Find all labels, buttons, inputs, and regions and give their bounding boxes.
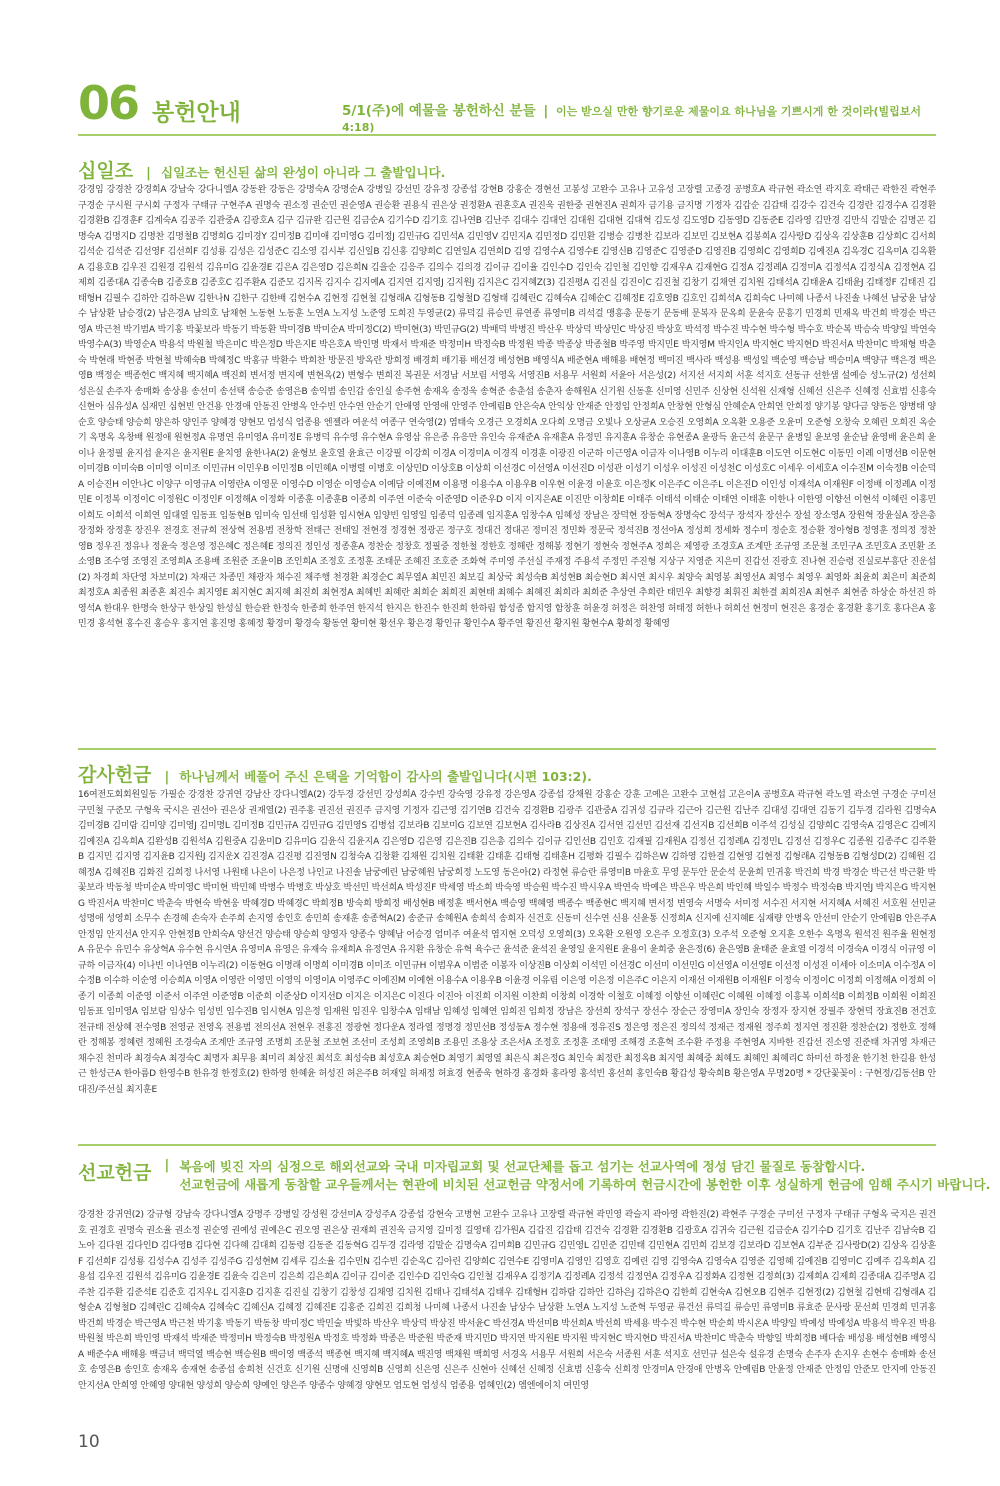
mission-description-line-2: 선교헌금에 새롭게 동참할 교우들께서는 현관에 비치된 선교헌금 약정서에 기록하여 헌금시간에 봉헌한 이후 성실하게 헌금에 임해 주시기 바랍니다. — [179, 1177, 991, 1192]
mission-separator: | — [164, 1158, 170, 1173]
tithe-title: 십일조 — [78, 160, 134, 182]
mission-description-line-1: 복음에 빚진 자의 심정으로 해외선교와 국내 미자립교회 및 선교단체를 돕고 섬기는 선교사역에 정성 담긴 물질로 동참합시다. — [179, 1159, 866, 1174]
tithe-description: 십일조는 헌신된 삶의 완성이 아니라 그 출발입니다. — [161, 165, 446, 180]
tithe-section-header — [78, 156, 445, 183]
thanks-description: 하나님께서 베풀어 주신 은택을 기억함이 감사의 출발입니다(시편 103:2). — [179, 769, 592, 784]
mission-title: 선교헌금 — [78, 1162, 152, 1184]
thanks-title: 감사헌금 — [78, 764, 152, 786]
thanks-section-header — [78, 760, 592, 787]
tithe-names: 강경임 강경찬 강경희A 강남숙 강다니엘A 강동완 강동은 강명숙A 강명순A 강병일 강선민 강유정 강종섭 강현B 강홍순 경현선 고봉성 고완수 고유나 고유성 고장렬 고종경 공병호A 곽규현 곽소연 곽지호 곽태근 곽한진 곽현주 구경순 구시원 구시회 구정자 구태규 구현주A 권명숙 권소정 권순민 권순영A 권승환 권용식 권은상 권정환A 권혼호A 권진욱 권한중 권현진A 권희자 금기용 금지명 기정자 김갑순 김갑태 김강수 김건숙 김경란 김경수A 김경환 김경환B 김경훈F 김계숙A 김공주 김관중A 김광호A 김구 김규완 김근원 김금순A 김기수D 김기호 김나연B 김난주 김대수 김대언 김대원 김대현 김대혁 김도성 김도영D 김동영D 김동준E 김라영 김만경 김만식 김말순 김명곤 김명숙A 김명지D 김명찬 김명철B 김명희G 김미경Y 김미정B 김미애 김미영G 김미정J 김민규G 김민석A 김민영V 김민지A 김민정D 김민환 김병승 김병찬 김보라 김보민 김보현A 김봉희A 김사랑D 김상옥 김상훈B 김상희C 김서희 김석순 김석준 김선영F 김선희F 김성룡 김성은 김성준C 김소영 김시부 김신일B 김신홍 김양희C 김연일A 김연희D 김영 김영수A 김영수E 김영신B 김영준C 김영준D 김영진B 김영희C 김영희D 김예진A 김옥경C 김옥미A 김옥환A 김용호B 김우진 김원경 김원석 김유미G 김윤경E 김은A 김은영D 김은희N 김을순 김응주 김의수 김의경 김이규 김이율 김인수D 김인숙 김인철 김인향 김재우A 김재현G 김정A 김정례A 김정미A 김정석A 김정식A 김정현A 김제희 김종대A 김종숙B 김종호B 김종호C 김주환A 김준모 김지목 김지수 김지예A 김지연 김지영J 김지원J 김지은C 김지혜Z(3) 김진평A 김진실 김진이C 김진철 김창기 김채연 김치원 김태석A 김태윤A 김태윤J 김태정F 김태진 김태형H 김필수 김하안 김하은W 김한나N 김한구 김한배 김현수A 김현정 김현철 김형래A 김형동B 김형철D 김형태 김혜린C 김혜숙A 김혜순C 김혜정E 김호영B 김호인 김희석A 김희숙C 나미혜 나종서 나진솔 나혜선 남궁윤 남상수 남상환 남승경(2) 남은경A 남의호 남채현 노동현 노동훈 노연A 노지성 노준영 도희진 두영균(2) 류덕길 류승민 류연종 류영미B 리석걸 맹흥총 문동기 문동배 문복자 문옥희 문윤숙 문흥기 민경희 민재옥 박건희 박경순 박근영A 박근천 박기범A 박기홍 박꽃보라 박동기 박동환 박미경B 박미순A 박미정C(2) 박미현(3) 박민규G(2) 박배덕 박병진 박산우 박상덕 박상민C 박상진 박상호 박석정 박수진 박수현 박수형 박수호 박순복 박승숙 박양일 박연숙 박영수A(3) 박영순A 박용석 박원철 박은미C 박은정D 박은지E 박은호A 박인명 박재서 박재준 박정미H 박정숙B 박정원 박종 박종상 박종철B 박주영 박지민E 박지영M 박지인A 박지현C 박지현D 박진서A 박찬미C 박채형 박춘숙 박현래 박현종 박현철 박혜숙B 박혜정C 박홍규 박환수 박희찬 방문진 방옥란 방희정 배경희 배기룡 배선경 배성현B 배영식A 배준현A 배해용 배현정 백미진 백사라 백성용 백성일 백순영 백승남 백승미A 백양규 백은경 백은영B 백정순 백종헌C 백지혜 백지혜A 백진희 변서정 변지예 변현옥(2) 변형수 변희진 복권문 서경남 서보림 서영옥 서영진B 서용무 서원희 서윤아 서은성(2) 서지선 서지희 서훈 석지호 선동규 선한샘 설예승 성노규(2) 성선희 성은실 손주자 송매화 송상용 송선미 송선택 송승준 송영은B 송익범 송인갑 송인실 송주현 송재옥 송정욱 송혁준 송춘섭 송춘자 송해원A 신기원 신동훈 신미영 신민주 신상현 신석원 신재형 신혜선 신은주 신혜정 신효범 신흥숙 신현아 심유성A 심재민 심현빈 안건용 안경애 안동진 안병옥 안수빈 안수연 안순기 안애영 안영애 안영주 안예림B 안은숙A 안익상 안재준 안정임 안정희A 안창현 안형심 안혜순A 안희연 안희정 양기봉 양다금 양동은 양병태 양순호 양승태 양승희 양은하 양인주 양혜경 양현모 엄성식 엄종용 엔젤라 여운석 여종구 연숙영(2) 염태숙 오경근 오경희A 오다희 오명금 오빛나 오상균A 오승진 오영희A 오옥환 오용준 오윤미 오준형 오창숙 오혜린 오희진 옥순기 옥명옥 옥창배 원정애 원현정A 유명연 유미영A 유미정E 유병덕 유수영 유수현A 유영삼 유은종 유응만 유인숙 유재준A 유재훈A 유정민 유지훈A 유창순 유현종A 윤광득 윤근석 윤문구 윤병일 윤보영 윤순남 윤영배 윤은희 윤이나 윤정필 윤지섭 윤지은 윤지원E 윤치영 윤한나A(2) 윤형보 윤호열 윤효근 이강필 이강희 이경A 이경미A 이경직 이경훈 이광진 이군하 이근영A 이금자 이나영B 이누리 이대훈B 이도연 이도현C 이동민 이례 이명선B 이문현 이미경B 이미숙B 이미영 이미조 이민규H 이민우B 이민정B 이민혜A 이병렬 이병호 이상민D 이상호B 이상희 이선경C 이선영A 이선진D 이성관 이성기 이성우 이성진 이성천C 이성호C 이세우 이세호A 이수진M 이숙정B 이순덕A 이승진H 이안나C 이양구 이영규A 이영란A 이영문 이영수D 이영순 이영승A 이예담 이예진M 이용명 이용수A 이용우B 이우현 이윤경 이윤호 이은정K 이은주C 이은주L 이은진D 이인성 이재석A 이재원F 이정배 이정례A 이정민E 이정복 이정이C 이정원C 이정인F 이정해A 이정화 이종훈 이종훈B 이종희 이주연 이준숙 이준영D 이준우D 이지 이지은AE 이진만 이창희E 이태주 이태석 이태순 이태연 이태훈 이한나 이한영 이향선 이현석 이혜린 이홍민 이희도 이희석 이희연 임대열 임동표 임동현B 임미숙 임선태 임성환 임시현A 임양빈 임영일 임종덕 임종례 임지훈A 임창수A 임혜성 장남은 장덕현 장동혁A 장명숙C 장석구 장석자 장선수 장설 장소영A 장원혁 장윤실A 장은총 장정화 장정훈 장진우 전경호 전규희 전상혁 전용범 전창학 전태근 전태일 전현경 정경현 정광곤 정구호 정대건 정대곤 정미진 정민화 정문국 정석진B 정선아A 정성희 정세화 정수미 정순호 정승환 정아형B 정영훈 정의정 정찬영B 정우진 정유나 정윤숙 정은영 정은혜C 정은혜E 정의진 정인성 정종훈A 정찬순 정창호 정필중 정한철 정한호 정해란 정해봉 정현기 정현숙 정현주A 정희은 제영광 조경호A 조계만 조규영 조문철 조민구A 조민호A 조민환 조소영B 조수영 조영진 조영희A 조용배 조원준 조윤이B 조인희A 조정호 조정훈 조태문 조혜진 조호준 조화혁 주미영 주선실 주재정 주용석 주정민 주진형 지상구 지영준 지은미 진갑선 진광호 진나현 진승령 진실로부흥단 진운섭(2) 차경희 차단영 차보미(2) 차재근 차종민 채광자 채수진 채주행 천경환 최경순C 최무열A 최민진 최보길 최상국 최성숙B 최성현B 최승현D 최시연 최시우 최양숙 최영봉 최영선A 최영수 최영우 최영화 최윤희 최은미 최준희 최정호A 최종원 최종혼 최진수 최지영E 최지현C 최지혜 최진희 최현정A 최혜빈 최혜란 최희순 최희진 최현태 최혜수 최혜진 최희라 최희준 추상연 추희란 태민우 최향경 최휘진 최한결 최희진A 최현주 최현종 하상순 하선진 하영석A 한대우 한명숙 한상구 한상일 한성실 한승완 한정숙 한종희 한주연 한지석 한지은 한진수 한진희 한하림 함성종 함지영 함창훈 허윤경 허정은 허찬영 허태정 허한나 허희선 현정미 현진은 홍경순 홍경환 홍기호 홍다은A 홍민경 홍석현 홍수진 홍승우 홍지연 홍진명 홍혜정 황경미 황경숙 황동연 황미현 황선우 황은경 황인규 황인수A 황주연 황진선 황지원 황현수A 황희정 황혜영 — [78, 185, 936, 629]
section-number: 06 — [78, 76, 139, 130]
thanks-separator: | — [164, 770, 170, 785]
thanks-names: 16여전도회회원일동 가필순 강경찬 강귀연 강남산 강다니엘A(2) 강두경 강선민 강성희A 강수빈 강숙영 강유정 강은영A 강종섭 강채원 강홍순 강훈 고예은 고완수 고현섭 고은이A 공병호A 곽규현 곽노열 곽소연 구경순 구미선 구민철 구준모 구형욱 국시은 권선아 권은상 권재열(2) 권주홍 권진선 권진주 금지영 기정자 김근영 김기연B 김건숙 김경환B 김광주 김관중A 김귀성 김규라 김근아 김근원 김난주 김대성 김대연 김동기 김두경 김라원 김명숙A 김미경B 김미람 김미양 김미영J 김미명L 김미정B 김민규A 김민규G 김민영S 김병섭 김보라B 김보미G 김보연 김보현A 김사라B 김상진A 김서연 김선민 김선재 김선지B 김선희B 이주석 김성실 김양희C 김영숙A 김영은C 김예지 김예진A 김옥희A 김완성B 김원석A 김원중A 김윤미D 김유미G 김윤식 김윤지A 김은영D 김은영 김은진B 김은총 김의수 김이규 김인선B 김인호 김재필 김재원A 김정선 김정례A 김정민L 김정선 김정우C 김종원 김종주C 김주환B 김지민 김지영 김지윤B 김지원J 김지운X 김진경A 김진평 김진영N 김청숙A 김창환 김채원 김치원 김태환 김태훈 김태형 김태훈H 김평화 김필수 김하은W 김하영 김한결 김현영 김현정 김형래A 김형동B 김형성D(2) 김혜원 김혜정A 김혜진B 김화진 김희정 나서영 나원태 나은이 나은정 나인교 나진솔 남궁예린 남궁혜원 남궁희정 노도영 동은아(2) 라정현 류승란 류영미B 마윤호 무영 문두안 문순석 문윤희 민귀홍 박건희 박경 박경순 박근선 박근환 박꽃보라 박동청 박미순A 박미영C 박미현 박민혜 박병수 박병호 박상호 박선민 박선희A 박성진F 박세영 박소희 박숙영 박승원 박수진 박시우A 박연숙 박예은 박은우 박은희 박인혜 박일수 박정수 박정숙B 박지연J 박지은G 박지현G 박진서A 박찬미C 박춘숙 박현숙 박현웅 박혜경D 박혜경C 박희정B 방숙희 방희정 배성현B 배정훈 백서현A 백승영 백혜영 백종수 백종현C 백지혜 변서정 변영숙 서명숙 서미정 서수진 서지현 서지혜A 서혜진 서호원 선민균 성명애 성영희 소무수 손경혜 손숙자 손주희 손지영 송인호 송민희 송재훈 송종혁A(2) 송준규 송혜원A 송희석 송희자 신건호 신동미 신수연 신용 신윤통 신정희A 신지예 신지혜E 심재량 안병옥 안선미 안순기 안예림B 안은주A 안정임 안지선A 안지우 안현정B 안희숙A 양선건 양승태 양승희 양영자 양종수 양혜남 어승경 엄미주 여윤석 염지현 오덕성 오영희(3) 오옥환 오원영 오은주 오정호(3) 오주석 오준형 오지훈 오한수 옥명옥 원석진 원주율 원현정A 유문수 유민수 유상혁A 유수현 유시연A 유영미A 유영은 유재숙 유재희A 유정연A 유지환 유창순 유혁 육수근 윤석준 윤석진 윤영일 윤지원E 윤용이 윤희중 윤은정(6) 윤은영B 윤태준 윤효열 이경석 이경숙A 이경식 이규영 이규하 이금자(4) 이나빈 이나연B 이누리(2) 이동현G 이명래 이명희 이미경B 이미조 이민규H 이범우A 이범준 이봉자 이상진B 이상회 이석민 이선경C 이선미 이선민G 이선영A 이선영E 이선정 이성진 이세아 이소미A 이수정A 이수정B 이수하 이순영 이승희A 이영A 이영란 이영민 이영익 이영이A 이영주C 이예진M 이예현 이용수A 이용우B 이윤경 이유림 이은영 이은정 이은주C 이은지 이재선 이재원B 이재원F 이정숙 이정이C 이정희 이정해A 이정희 이종기 이종희 이준영 이준서 이주연 이준영B 이준희 이준상D 이지선D 이지은 이지은C 이진다 이진아 이진희 이지원 이찬희 이창희 이경학 이철호 이혜정 이향선 이혜린C 이혜원 이혜정 이흥복 이희석B 이희정B 이희원 이희진 임동표 임미영A 임보람 임상수 임성빈 임수진B 임시현A 임은정 임재원 임진우 임창수A 임태남 임혜성 임혜연 임희진 임희정 장남은 장선희 장석구 장선수 장순근 장영미A 장인숙 장정자 장지현 장필주 장현덕 장효진B 전건호 전규태 전상혜 전수영B 전영균 전영옥 전용범 전의선A 전현우 전홍진 정광현 정다운A 정라열 정명경 정민선B 정성동A 정수현 정용애 정유진S 정은영 정은진 정의석 정재근 정재원 정주희 정지연 정진환 정찬순(2) 정한호 정해란 정해봉 정혜련 정혜원 조경숙A 조계만 조규영 조명희 조문철 조보현 조선미 조성희 조영희B 조용민 조용상 조은서A 조정호 조정훈 조태영 조해경 조훈혁 조수환 주정용 주현영A 지바한 진갑선 진소영 진준태 차귀영 차재근 채수진 천미라 최경숙A 최경숙C 최명자 최무용 최미리 최상진 최석호 최성숙B 최성호A 최승현D 최영기 최영열 최은식 최은정G 최인숙 최정란 최정옥B 최지영 최혜중 최혜도 최혜인 최혜리C 하미선 하정윤 한기천 한길용 한성근 한성근A 한아름D 한영수B 한유경 한정호(2) 한하영 한혜윤 허성진 허은주B 허재일 허재정 허효경 현종욱 현하경 홍경화 홍라영 홍석빈 홍선희 홍인숙B 황갑성 황숙희B 황은영A 무명20명 * 강단꽃꽂이 : 구현정/김동선B 안대진/주선실 최지훈E — [78, 790, 936, 1095]
mission-section-header — [78, 1158, 990, 1194]
mission-description — [179, 1158, 990, 1194]
header-verse: 이는 받으실 만한 향기로운 제물이요 하나님을 기쁘시게 한 것이라(빌립보서 4:18) — [342, 105, 922, 134]
mission-names: 강경찬 강귀연(2) 강규형 강남숙 강다니엘A 강명주 강병일 강성원 강선미A 강성주A 강종섭 강현숙 고병현 고완수 고유나 고장렬 곽규현 곽민영 곽슬지 곽아영 곽한진(2) 곽현주 구경순 구미선 구정자 구태규 구형옥 국지은 권건호 권경호 권명숙 권소율 권소정 권순영 권예성 권예은C 권오영 권은상 권재희 권진욱 금지영 길미정 길영태 김가원A 김갑진 김갑태 김건숙 김경환 김경환B 김광호A 김귀숙 김근원 김금순A 김기수D 김기호 김난주 김남숙B 김노아 김다윈 김다인D 김다영B 김다현 김다혜 김대희 김동령 김동준 김동혁G 김두경 김라영 김말순 김명숙A 김미희B 김민규G 김민영L 김민준 김민태 김민현A 김민희 김보경 김보라D 김보현A 김부준 김사랑D(2) 김상옥 김상훈F 김선희F 김성룡 김성수A 김성주 김성주G 김성현M 김세루 김소율 김수민N 김수빈 김순옥C 김아린 김양희C 김연수E 김영미A 김영인 김영호 김예린 김영 김영숙A 김영숙A 김영준 김영혜 김예진B 김영미C 김예주 김옥희A 김용섭 김우진 김원석 김유미G 김윤경E 김윤숙 김은미 김은희 김은희A 김이규 김이준 김인수D 김인숙G 김인철 김재우A 김정기A 김정례A 김정석 김정연A 김정우A 김정화A 김정현 김정희(3) 김제희A 김제희 김종대A 김주명A 김주찬 김주환 김준석E 김준호 김지우L 김지훈D 김지훈 김진실 김창기 김창성 김채영 김치원 김태나 김태석A 김태우 김태형H 김하람 김하안 김하은J 김하은Q 김한희 김현숙A 김현오B 김현주 김현정(2) 김현철 김현태 김형래A 김형순A 김형철D 김혜린C 김혜숙A 김혜숙C 김혜신A 김혜정 김혜진E 김홍준 김희진 김희청 나미혜 나종서 나진솔 남상수 남상환 노연A 노지성 노준혁 두영균 류건선 류덕길 류승민 류영미B 류효준 문사랑 문선희 민경희 민귀홍 박건희 박경순 박근영A 박근천 박기홍 박동기 박동창 박미정C 박민술 박빛하 박산우 박상덕 박상진 박서윤C 박선경A 박선미B 박선희A 박선희 박세용 박수진 박수현 박순희 박시온A 박양일 박예성 박예성A 박용석 박우진 박용 박원철 박은희 박인영 박재석 박재준 박정미H 박정숙B 박정원A 박정호 박정화 박종은 박준원 박준재 박지민D 박지연 박지원E 박지원 박지현C 박지현D 박진서A 박찬미C 박춘숙 박향일 박희정B 배다솜 배성용 배성현B 배영식A 배준수A 배해용 백금녀 백덕열 백승현 백승원B 백이영 백종석 백종현 백지혜 백지혜A 백진영 백채원 백희영 서경옥 서용무 서원희 서은숙 서종원 서훈 석지호 선민규 설은숙 설유경 손명숙 손주자 손지우 손현수 송매화 송선호 송영은B 송인호 송재옥 송재현 송종섭 송희천 신건호 신기원 신명애 신영희B 신영희 신은영 신은주 신현아 신혜선 신혜정 신효범 신흥숙 신희정 안경미A 안경애 안병옥 안예림B 안윤정 안재준 안정임 안준모 안지예 안동진 안지선A 안희영 안혜영 양대현 양성희 양승희 양예인 양은주 양종수 양혜경 양현모 엄도현 엄성식 엄종용 엄혜인(2) 엠엔에이치 여민영 — [78, 1210, 936, 1391]
page-header — [78, 76, 948, 134]
header-subtitle — [342, 99, 948, 135]
tithe-divider — [78, 748, 936, 750]
page-title: 봉헌안내 — [152, 100, 241, 126]
header-subtitle-text: 5/1(주)에 예물을 봉헌하신 분들 — [342, 103, 536, 119]
thanks-divider — [78, 1144, 936, 1146]
header-divider — [78, 134, 936, 136]
page-number: 10 — [78, 1432, 100, 1452]
tithe-separator: | — [146, 166, 151, 181]
header-separator: | — [543, 103, 549, 119]
